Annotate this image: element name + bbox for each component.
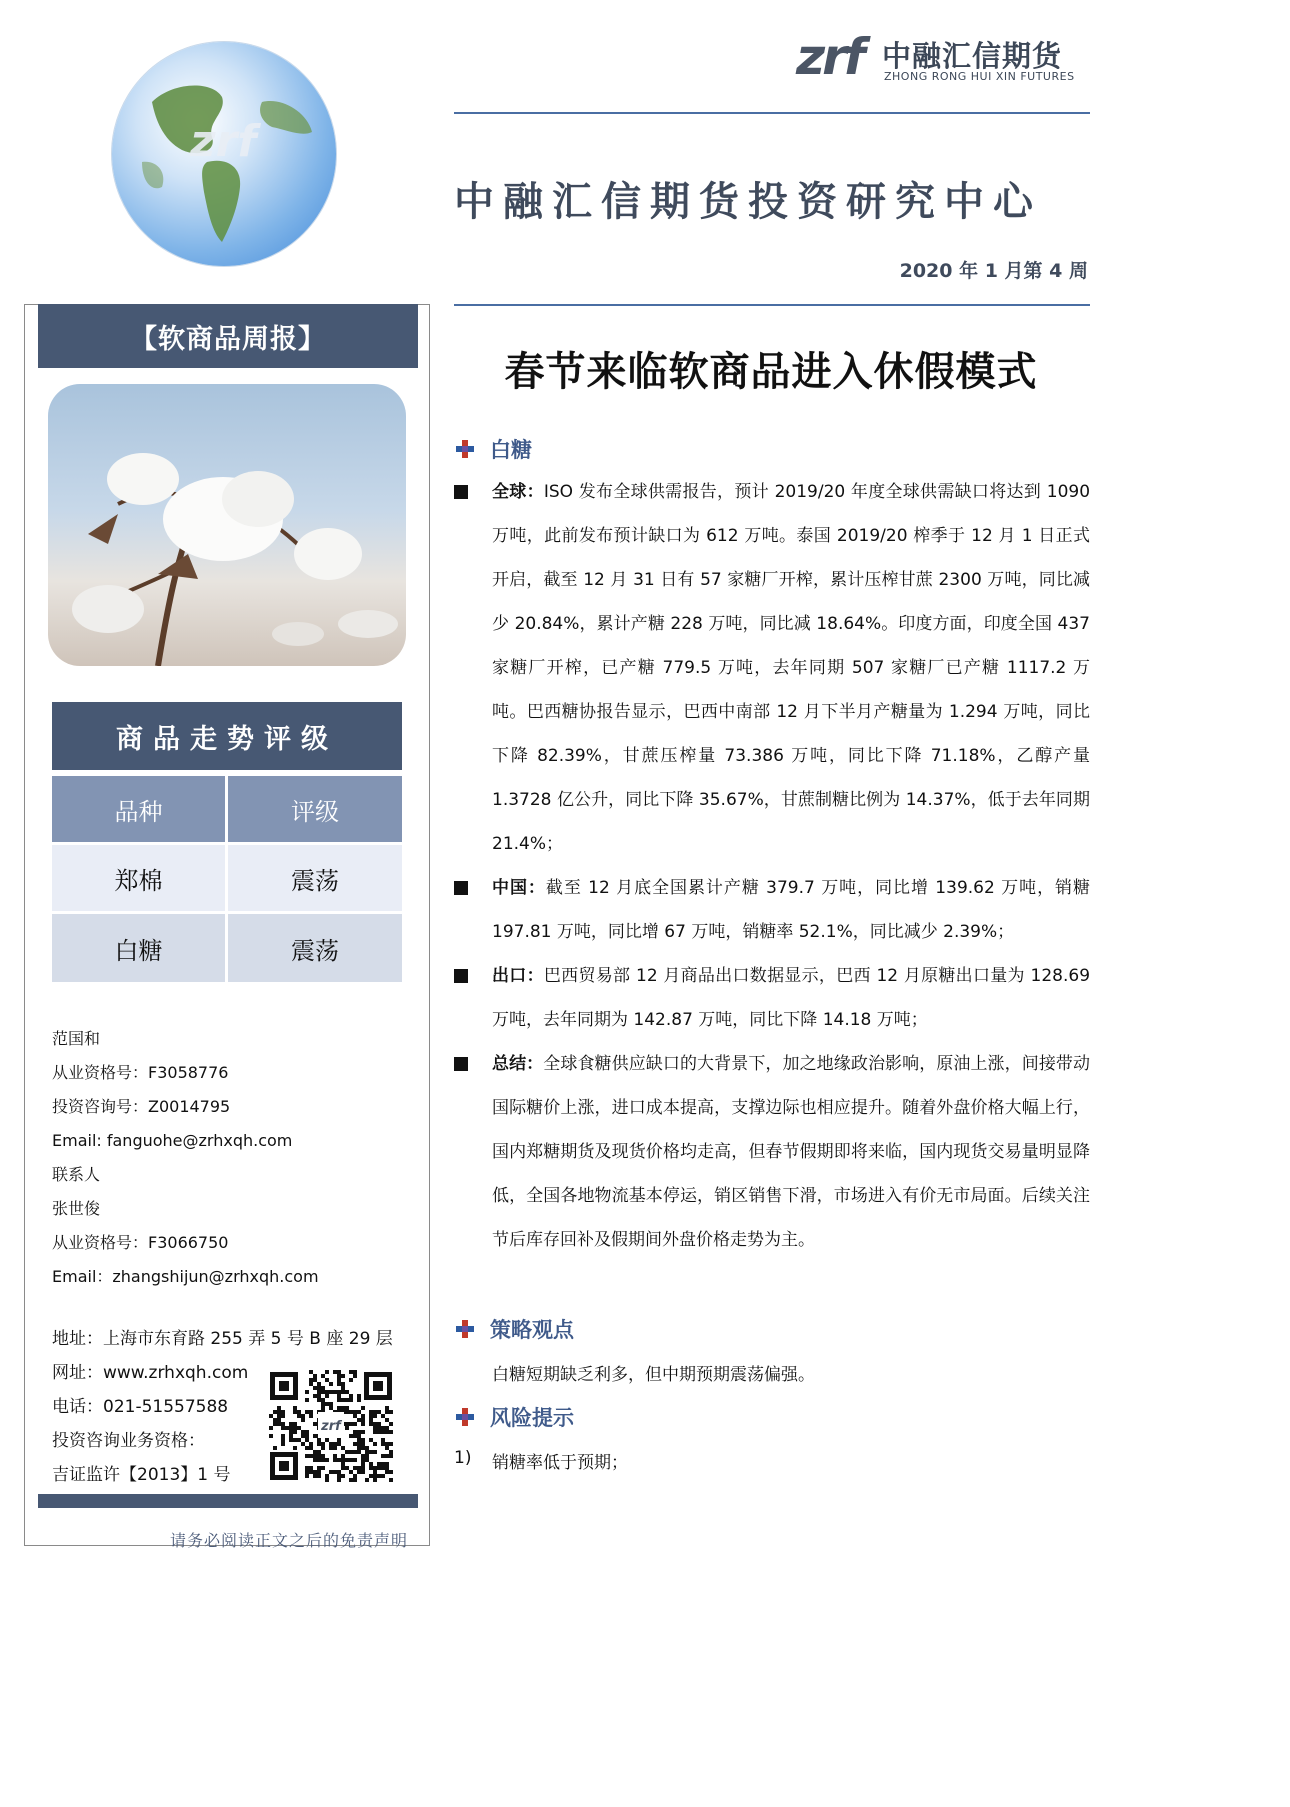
rating-cell-rating: 震荡 xyxy=(228,845,402,911)
header-rule-bottom xyxy=(454,304,1090,306)
section-heading-sugar xyxy=(454,434,532,465)
contact-line: 从业资格号：F3066750 xyxy=(52,1233,229,1252)
header-rule-top xyxy=(454,112,1090,114)
report-week: 2020 年 1 月第 4 周 xyxy=(899,260,1088,282)
analyst-contacts xyxy=(52,1022,319,1294)
paragraph-text: ISO 发布全球供需报告，预计 2019/20 年度全球供需缺口将达到 1090 万吨，此前发布预计缺口为 612 万吨。泰国 2019/20 榨季于 12 月 1 日正式开启，截至 12 月 31 日有 57 家糖厂开榨，累计压榨甘蔗 2300 万吨，同比减少 20.84%，累计产糖 228 万吨，同比减 18.64%。印度方面，印度全国 437 家糖厂开榨，已产糖 779.5 万吨，去年同期 507 家糖厂已产糖 1117.2 万吨。巴西糖协报告显示，巴西中南部 12 月下半月产糖量为 1.294 万吨，同比下降 82.39%，甘蔗压榨量 73.386 万吨，同比下降 71.18%，乙醇产量 1.3728 亿公升，同比下降 35.67%，甘蔗制糖比例为 14.37%，低于去年同期 21.4%； xyxy=(492,482,1091,854)
report-title: 春节来临软商品进入休假模式 xyxy=(504,349,1038,395)
plus-bullet-icon xyxy=(454,1406,478,1433)
paragraph-label: 出口： xyxy=(492,966,544,986)
paragraph-summary xyxy=(492,1042,1090,1262)
square-bullet-icon xyxy=(454,1057,468,1071)
section-heading-label: 风险提示 xyxy=(490,1406,574,1430)
square-bullet-icon xyxy=(454,969,468,983)
square-bullet-icon xyxy=(454,881,468,895)
risk-item-text: 销糖率低于预期； xyxy=(492,1453,628,1473)
contact-line: 从业资格号：F3058776 xyxy=(52,1063,229,1082)
rating-cell-variety: 郑棉 xyxy=(52,845,225,911)
rating-table-title: 商品走势评级 xyxy=(52,702,402,770)
contact-line: 张世俊 xyxy=(52,1199,101,1218)
company-name-en: ZHONG RONG HUI XIN FUTURES xyxy=(884,70,1075,83)
paragraph-label: 总结： xyxy=(492,1054,544,1074)
paragraph-label: 中国： xyxy=(492,878,546,898)
risk-item-number: 1) xyxy=(454,1448,472,1468)
rating-cell-variety: 白糖 xyxy=(52,914,225,982)
section-heading-strategy xyxy=(454,1314,574,1345)
contact-email[interactable]: Email: fanguohe@zrhxqh.com xyxy=(52,1131,293,1150)
paragraph-text: 截至 12 月底全国累计产糖 379.7 万吨，同比增 139.62 万吨，销糖 197.81 万吨，同比增 67 万吨，销糖率 52.1%，同比减少 2.39%； xyxy=(492,878,1090,942)
contact-line: 联系人 xyxy=(52,1165,101,1184)
plus-bullet-icon xyxy=(454,1318,478,1345)
section-heading-risk xyxy=(454,1402,574,1433)
svg-text:zrf: zrf xyxy=(321,1419,341,1434)
qr-code-icon xyxy=(268,1370,394,1482)
contact-line: 投资咨询号：Z0014795 xyxy=(52,1097,231,1116)
company-name-cn: 中融汇信期货 xyxy=(882,39,1063,73)
contact-email[interactable]: Email：zhangshijun@zrhxqh.com xyxy=(52,1267,319,1286)
globe-logo-image xyxy=(112,42,336,266)
section-heading-label: 白糖 xyxy=(490,438,532,462)
sidebar-footer-bar xyxy=(38,1494,418,1508)
square-bullet-icon xyxy=(454,485,468,499)
research-center-title: 中融汇信期货投资研究中心 xyxy=(454,179,1042,225)
qr-code-graphic xyxy=(268,1370,394,1482)
strategy-text: 白糖短期缺乏利多，但中期预期震荡偏强。 xyxy=(492,1365,815,1385)
paragraph-label: 全球： xyxy=(492,482,544,502)
section-heading-label: 策略观点 xyxy=(490,1318,574,1342)
address-line: 地址：上海市东育路 255 弄 5 号 B 座 29 层 xyxy=(52,1329,393,1349)
disclaimer-note: 请务必阅读正文之后的免责声明 xyxy=(170,1531,409,1550)
paragraph-global xyxy=(492,470,1090,866)
contact-line: 范国和 xyxy=(52,1029,101,1048)
paragraph-text: 巴西贸易部 12 月商品出口数据显示，巴西 12 月原糖出口量为 128.69 万吨，去年同期为 142.87 万吨，同比下降 14.18 万吨； xyxy=(492,966,1091,1030)
cotton-illustration xyxy=(48,384,406,666)
logo-mark-text: zrf xyxy=(796,28,863,86)
cotton-photo xyxy=(48,384,406,666)
company-logo-mark xyxy=(796,28,876,86)
rating-col-header-variety: 品种 xyxy=(52,776,225,842)
paragraph-china xyxy=(492,866,1090,954)
website-line[interactable]: 网址：www.zrhxqh.com xyxy=(52,1363,249,1383)
paragraph-export xyxy=(492,954,1090,1042)
license-number: 吉证监许【2013】1 号 xyxy=(52,1465,231,1485)
globe-mark-text: zrf xyxy=(190,116,257,167)
rating-col-header-rating: 评级 xyxy=(228,776,402,842)
rating-cell-rating: 震荡 xyxy=(228,914,402,982)
report-type-banner: 【软商品周报】 xyxy=(38,304,418,368)
paragraph-text: 全球食糖供应缺口的大背景下，加之地缘政治影响，原油上涨，间接带动国际糖价上涨，进口成本提高，支撑边际也相应提升。随着外盘价格大幅上行，国内郑糖期货及现货价格均走高，但春节假期即将来临，国内现货交易量明显降低，全国各地物流基本停运，销区销售下滑，市场进入有价无市局面。后续关注节后库存回补及假期间外盘价格走势为主。 xyxy=(492,1054,1090,1250)
phone-line: 电话：021-51557588 xyxy=(52,1397,229,1417)
plus-bullet-icon xyxy=(454,438,478,465)
license-label: 投资咨询业务资格： xyxy=(52,1431,205,1451)
